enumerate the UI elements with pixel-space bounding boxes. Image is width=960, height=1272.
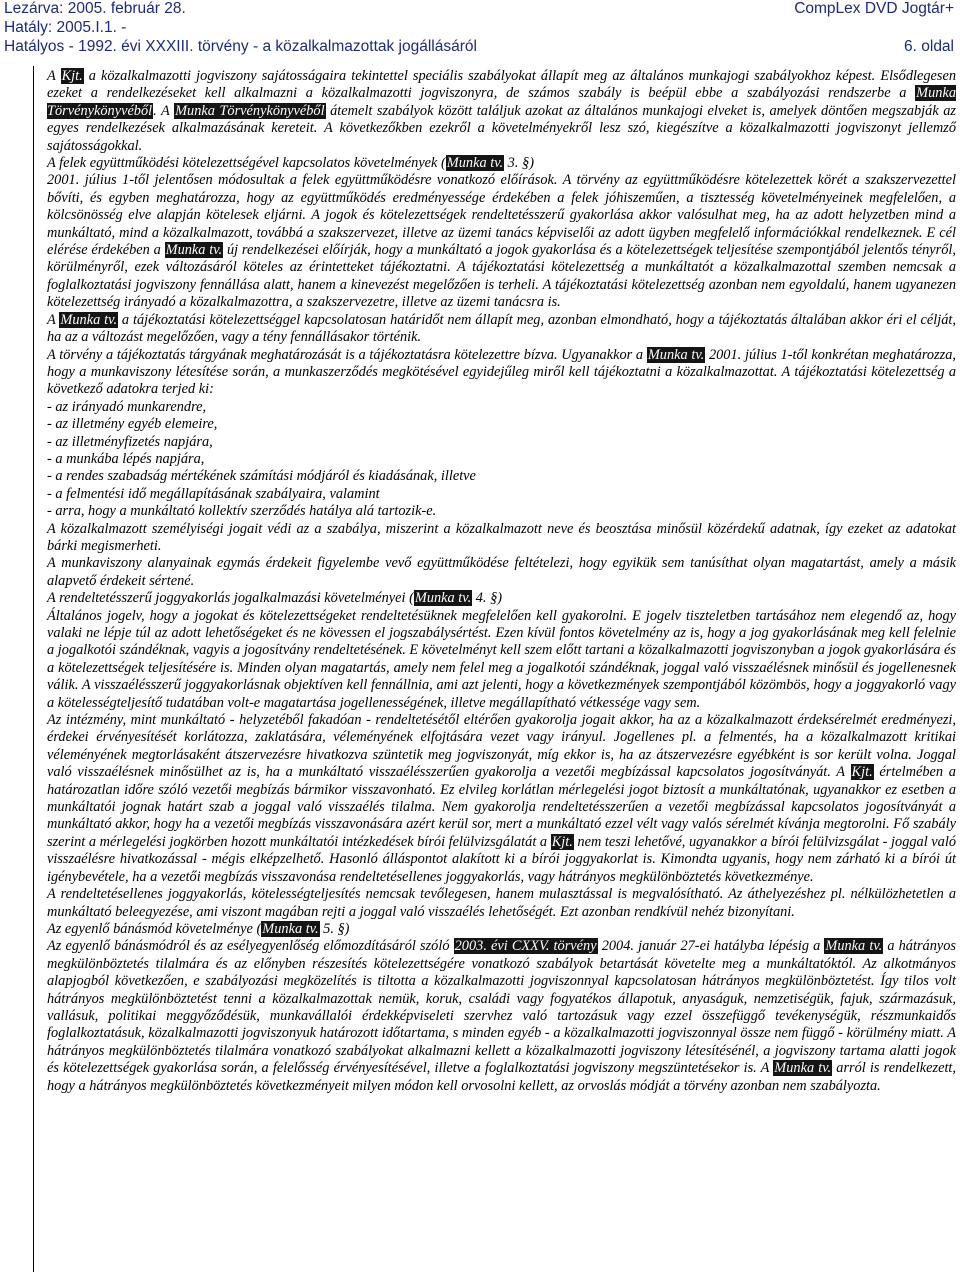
list-item: - az illetményfizetés napjára, [47, 433, 213, 450]
closing-date: Lezárva: 2005. február 28. [4, 0, 186, 17]
mtk-link[interactable]: Munka Törvénykönyvéből [47, 85, 956, 119]
mtv-link[interactable]: Munka tv. [446, 155, 504, 172]
mtk-link[interactable]: Munka Törvénykönyvéből [175, 102, 325, 119]
paragraph-omission: A rendeltetésellenes joggyakorlás, kötelességteljesítés nemcsak tevőlegesen, hanem mulasztással is megvalósítható. Az áthelyezéshez pl. nélkülözhetetlen a munkáltató beleegyezése, ami viszont magában rejti a joggal való visszaélés lehetőségét. Ezt azonban rendkívül nehéz bizonyítani. [47, 886, 956, 920]
list-item: - arra, hogy a munkáltató kollektív szerződés hatálya alá tartozik-e. [47, 503, 437, 520]
kjt-link[interactable]: Kjt. [551, 833, 573, 850]
page-number: 6. oldal [904, 38, 954, 55]
list-item: - a munkába lépés napjára, [47, 450, 205, 467]
paragraph-employer-abuse: Az intézmény, mint munkáltató - helyzetéből fakadóan - rendeltetésétől eltérően gyakorolja jogait akkor, ha az a közalkalmazott érdeksérelmét eredményezi, érdekei érvényesítését korlátozza, zaklatására, véleményének elfojtására vezet vagy irányul. Jogellenes pl. a felmentés, ha a közalkalmazott kritikai véleményének megtorlásaként átszervezésre hivatkozva szüntetik meg jogviszonyát, míg ekkor is, ha az átszervezésre egyébként is sor került volna. Joggal való visszaélésnek minősülhet az is, ha a munkáltató visszaélésszerűen gyakorolja a vezetői megbízással kapcsolatos jogosítványát. A Kjt. értelmében a határozatlan időre szóló vezetői megbízás bármikor visszavonható. Ez elvileg korlátlan mérlegelési jogot biztosít a munkáltatónak, ugyanakkor ez esetben a munkáltatói jognak határt szab a joggal való visszaélés tilalma. Nem gyakorolja rendeltetésszerűen a vezetői megbízással kapcsolatos jogosítványát a munkáltató akkor, hogy ha a vezetői megbízás visszavonására azért kerül sor, mert a munkáltató ezzel vélt vagy valós sérelmét kívánja megtorolni. Fő szabály szerint a mérlegelési jogkörben hozott munkáltatói intézkedések bírói felülvizsgálatát a Kjt. nem teszi lehetővé, ugyanakkor a bírói felülvizsgálat - joggal való visszaélésre hivatkozással - mégis elképzelhető. Hasonló álláspontot alakított ki a bírói joggyakorlat is. Kimondta ugyanis, hogy nem zárható ki a bírói út igénybevétele, ha a vezetői megbízás visszavonása rendeltetésellenes joggyakorlás, vagy hátrányos megkülönböztetés következménye. [47, 712, 956, 885]
law-title: Hatályos - 1992. évi XXXIII. törvény - a közalkalmazottak jogállásáról [4, 38, 477, 55]
mtv-link[interactable]: Munka tv. [647, 346, 705, 363]
page-header [0, 0, 960, 66]
paragraph-equal-treatment: Az egyenlő bánásmódról és az esélyegyenlőség előmozdításáról szóló 2003. évi CXXV. törvény 2004. január 27-ei hatályba lépésig a Munka tv. a hátrányos megkülönböztetés tilalmára és az előnyben részesítés kötelezettségére vonatkozó szabályok betartását követelte meg a munkáltatóktól. Az alkotmányos alapjogból következően, e szabályozási megközelítés is tiltotta a közalkalmazotti jogviszonnyal kapcsolatosan hátrányos megkülönböztetést. Így tilos volt hátrányos megkülönböztetést tenni a közalkalmazottak nemük, koruk, családi vagy fogyatékos állapotuk, anyaságuk, nemzetiségük, fajuk, származásuk, vallásuk, politikai meggyőződésük, munkavállalói érdekképviseleti szervhez való tartozásuk vagy ezzel összefüggő tevékenységük, részmunkaidős foglalkoztatásuk, közalkalmazotti jogviszonyuk határozott időtartama, s minden egyéb - a közalkalmazotti jogviszonnyal össze nem függő - körülmény miatt. A hátrányos megkülönböztetés tilalmára vonatkozó szabályokat alkalmazni kellett a közalkalmazotti jogviszony létesítésénél, a jogviszony tartama alatti jogok és kötelezettségek gyakorlása során, a felelősség érvényesítésével, illetve a foglalkoztatási jogviszony megszüntetésekor is. A Munka tv. arról is rendelkezett, hogy a hátrányos megkülönböztetés következményeit milyen módon kell orvosolni kellett, az orvoslás módját a törvény azonban nem szabályozta. [47, 938, 956, 1094]
mtv-link[interactable]: Munka tv. [165, 242, 223, 259]
paragraph-intro: A Kjt. a közalkalmazotti jogviszony sajátosságaira tekintettel speciális szabályokat állapít meg az általános munkajogi szabályokhoz képest. Elsődlegesen ezeket a rendelkezéseket kell alkalmazni a közalkalmazotti jogviszonyra, de számos szabály is beépül ebbe a szabályozási rendszerbe a Munka Törvénykönyvéből. A Munka Törvénykönyvéből átemelt szabályok között találjuk azokat az általános munkajogi elveket is, amelyek döntően megszabják az egyes rendelkezések alkalmazásának kereteit. A következőkben ezekről a követelményekről lesz szó, kiegészítve a közalkalmazotti jogviszonyt jellemző sajátosságokkal. [47, 68, 956, 154]
document-body [47, 68, 956, 1095]
list-item: - az illetmény egyéb elemeire, [47, 416, 218, 433]
mtv-link[interactable]: Munka tv. [414, 590, 472, 607]
paragraph-information-subject: A törvény a tájékoztatás tárgyának meghatározását is a tájékoztatásra kötelezettre bízva. Ugyanakkor a Munka tv. 2001. július 1-től konkrétan meghatározza, hogy a munkaviszony létesítése során, a munkaszerződés megkötésével egyidejűleg miről kell tájékoztatni a közalkalmazottat. A tájékoztatási kötelezettség a következő adatokra terjed ki: [47, 346, 956, 398]
section-heading-equal-treatment: Az egyenlő bánásmód követelménye (Munka tv. 5. §) [47, 920, 350, 937]
mtv-link[interactable]: Munka tv. [774, 1060, 832, 1077]
margin-line [33, 66, 34, 1272]
law-2003-link[interactable]: 2003. évi CXXV. törvény [454, 938, 597, 955]
list-item: - az irányadó munkarendre, [47, 398, 207, 415]
paragraph-cooperation: 2001. július 1-től jelentősen módosultak a felek együttműködésre vonatkozó előírások. A törvény az együttműködésre kötelezettek körét a szakszervezettel bővíti, és egyben meghatározza, hogy az együttműködés eredményessége érdekében a felek jóhiszeműen, a tisztesség követelményeinek megfelelően, a kölcsönösség elve alapján kötelesek eljárni. A jogok és kötelezettségek rendeltetésszerű gyakorlása akkor valósulhat meg, ha az adott helyzetben mind a munkáltató, mind a közalkalmazott, továbbá a szakszervezet, illetve az üzemi tanács képviselői az adott ügyben megfelelő információkkal rendelkeznek. E cél elérése érdekében a Munka tv. új rendelkezései előírják, hogy a munkáltató a jogok gyakorlása és a kötelezettségek teljesítése szempontjából jelentős tényről, körülményről, ezek változásáról köteles az érintetteket tájékoztatni. A tájékoztatási kötelezettség a munkáltatót a közalkalmazottal szemben nemcsak a foglalkoztatási jogviszony fennállása alatt, hanem a kinevezést megelőzően is terheli. A tájékoztatási kötelezettség azonban nem egyoldalú, hanem ugyanezen kötelezettség irányadó a közalkalmazottra, a szakszervezetre, illetve az üzemi tanácsra is. [47, 172, 956, 311]
list-item: - a felmentési idő megállapításának szabályaira, valamint [47, 485, 380, 502]
list-item: - a rendes szabadság mértékének számítási módjáról és kiadásának, illetve [47, 468, 476, 485]
paragraph-general-principle: Általános jogelv, hogy a jogokat és kötelezettségeket rendeltetésüknek megfelelően kell gyakorolni. E jogelv tiszteletben tartásához nem elegendő az, hogy valaki ne lépje túl az adott lehetőségeket és ne kövessen el jogszabálysértést. Ezen kívül fontos követelmény az is, hogy a jog gyakorlásának meg kell felelnie a jogalkotói szándéknak, vagyis a jogosítvány rendeltetésének. E követelményt kell szem előtt tartani a közalkalmazotti jogviszonyban a jogok gyakorlására és a kötelezettségek teljesítésére is. Minden olyan magatartás, amely nem felel meg a jogalkotói szándéknak, joggal való visszaélésnek minősül és jogellenesnek válik. A visszaélésszerű joggyakorlásnak objektíven kell fennállnia, ami azt jelenti, hogy a következmények szempontjából közömbös, hogy a joggyakorló vagy a kötelességteljesítő tudatában volt-e magatartása jogellenességének, illetve megállapítható vétkessége vagy sem. [47, 607, 956, 711]
mtv-link[interactable]: Munka tv. [262, 920, 319, 937]
effective-date: Hatály: 2005.I.1. - [4, 19, 127, 36]
section-heading-proper-use: A rendeltetésszerű joggyakorlás jogalkalmazási követelményei (Munka tv. 4. §) [47, 590, 503, 607]
paragraph-personal-rights: A közalkalmazott személyiségi jogait védi az a szabálya, miszerint a közalkalmazott neve és beosztása minősül közérdekű adatnak, így ezeket az adatokat bárki megismerheti. [47, 520, 956, 554]
product-name: CompLex DVD Jogtár+ [794, 0, 954, 17]
kjt-link[interactable]: Kjt. [851, 764, 873, 781]
mtv-link[interactable]: Munka tv. [60, 311, 118, 328]
section-heading-cooperation: A felek együttműködési kötelezettségével kapcsolatos követelmények (Munka tv. 3. §) [47, 155, 534, 172]
paragraph-deadline: A Munka tv. a tájékoztatási kötelezettséggel kapcsolatosan határidőt nem állapít meg, azonban elmondható, hogy a tájékoztatás általában akkor éri el célját, ha az a változást megelőzően, vagy a tény fennállásakor történik. [47, 311, 957, 346]
mtv-link[interactable]: Munka tv. [825, 938, 883, 955]
kjt-link[interactable]: Kjt. [61, 68, 83, 84]
paragraph-mutual-interests: A munkaviszony alanyainak egymás érdekeit figyelembe vevő együttműködése feltételezi, hogy egyikük sem tanúsíthat olyan magatartást, amely a másik alapvető érdekeit sértené. [47, 555, 956, 589]
